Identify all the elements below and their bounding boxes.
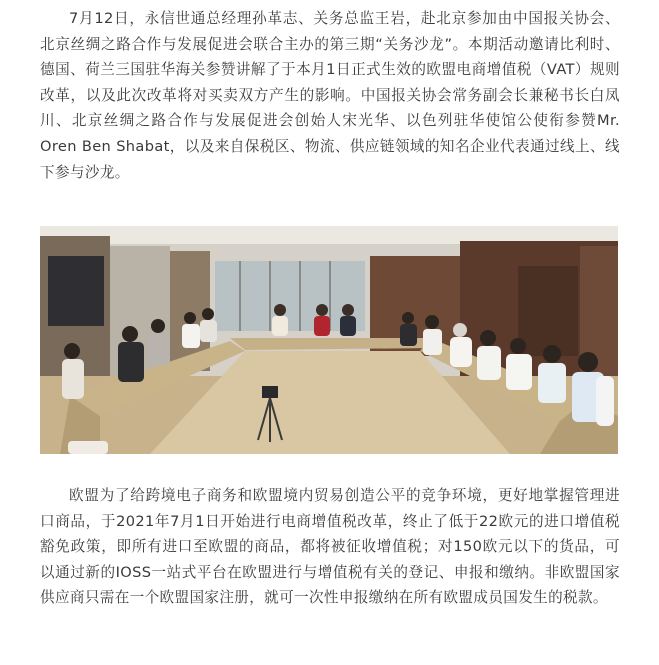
paragraph-eu-vat-reform: 欧盟为了给跨境电子商务和欧盟境内贸易创造公平的竞争环境，更好地掌握管理进口商品，于2021年7月1日开始进行电商增值税改革，终止了低于22欧元的进口增值税豁免政策，即所有进口至欧盟的商品，都将被征收增值税；对150欧元以下的货品，可以通过新的IOSS一站式平台在欧盟进行与增值税有关的登记、申报和缴纳。非欧盟国家供应商只需在一个欧盟国家注册，就可一次性申报缴纳在所有欧盟成员国发生的税款。 (40, 487, 620, 607)
paragraph-salon-intro: 7月12日，永信世通总经理孙革志、关务总监王岩，赴北京参加由中国报关协会、北京丝绸之路合作与发展促进会联合主办的第三期“关务沙龙”。本期活动邀请比利时、德国、荷兰三国驻华海关参赞讲解了于本月1日正式生效的欧盟电商增值税（VAT）规则改革，以及此次改革将对买卖双方产生的影响。中国报关协会常务副会长兼秘书长白凤川、北京丝绸之路合作与发展促进会创始人宋光华、以色列驻华使馆公使衔参赞Mr. Oren Ben Shabat，以及来自保税区、物流、供应链领域的知名企业代表通过线上、线下参与沙龙。 (40, 10, 620, 181)
meeting-photo (40, 226, 618, 454)
meeting-room-illustration (40, 226, 618, 454)
